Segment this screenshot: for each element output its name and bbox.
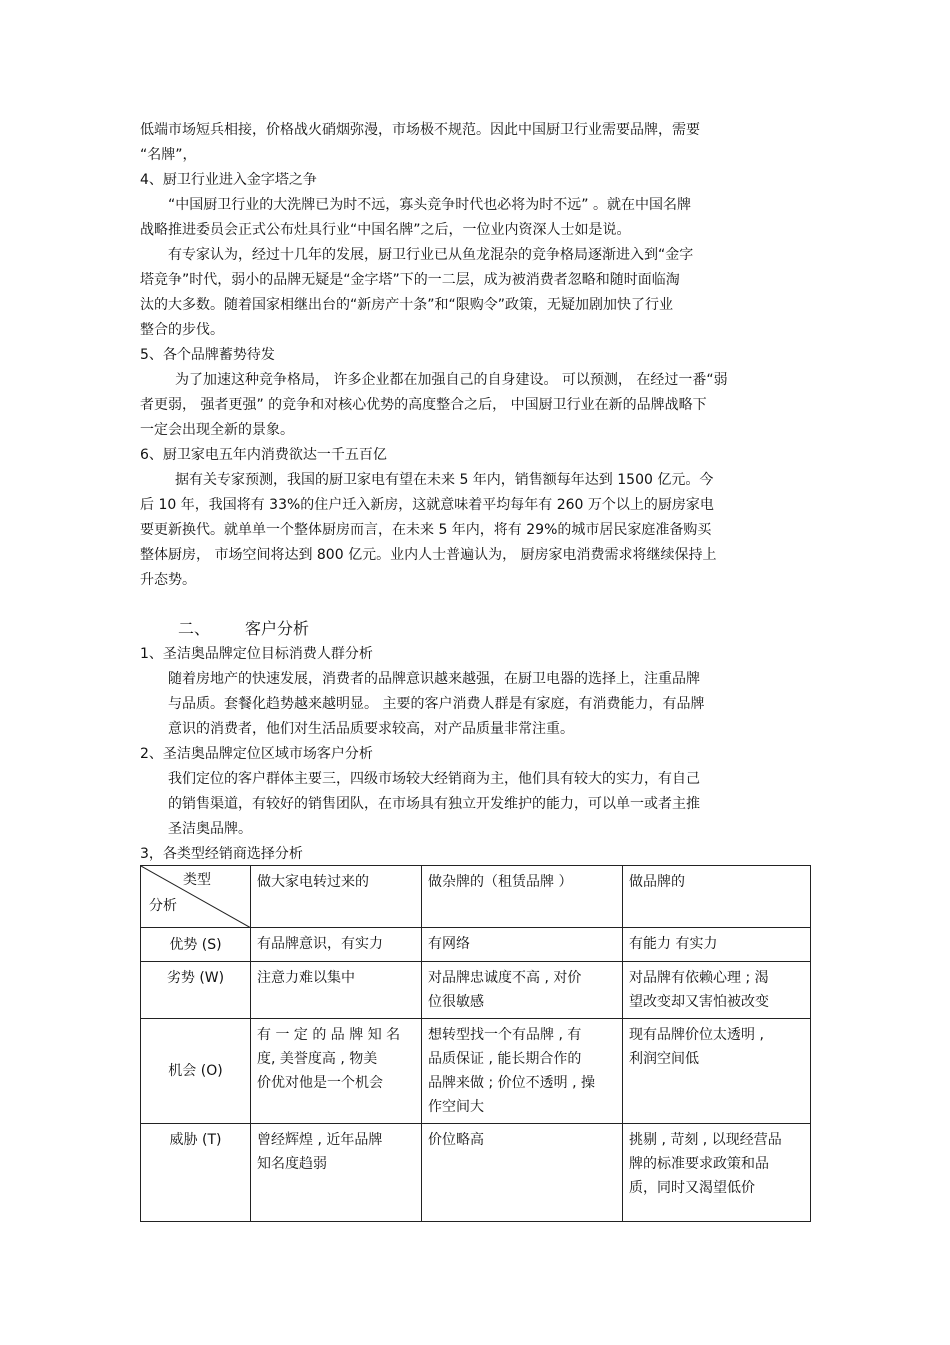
dealer-analysis-table — [140, 865, 811, 1222]
table-row — [141, 962, 811, 1019]
paragraph-line: 一定会出现全新的景象。 — [140, 422, 294, 438]
paragraph-line: 整体厨房， 市场空间将达到 800 亿元。业内人士普遍认为， 厨房家电消费需求将继续保持上 — [140, 547, 717, 563]
cell-line: 对品牌忠诚度不高 , 对价 — [428, 970, 582, 986]
paragraph-line: 与品质。套餐化趋势越来越明显。 主要的客户消费人群是有家庭，有消费能力，有品牌 — [168, 696, 705, 712]
paragraph-line: 意识的消费者，他们对生活品质要求较高，对产品质量非常注重。 — [168, 721, 574, 737]
table-row — [141, 1124, 811, 1222]
paragraph-line: 有专家认为，经过十几年的发展，厨卫行业已从鱼龙混杂的竞争格局逐渐进入到“金字 — [168, 247, 694, 263]
paragraph-line: 整合的步伐。 — [140, 322, 224, 338]
table-cell — [623, 1019, 811, 1124]
cell-line: 价位略高 — [428, 1132, 484, 1148]
subsection-heading: 2、圣洁奥品牌定位区域市场客户分析 — [140, 746, 373, 762]
section-title: 客户分析 — [245, 619, 310, 638]
table-header-row — [141, 866, 811, 928]
cell-line: 位很敏感 — [428, 994, 484, 1010]
paragraph-line: 的销售渠道，有较好的销售团队，在市场具有独立开发维护的能力，可以单一或者主推 — [168, 796, 700, 812]
paragraph-line: 汰的大多数。随着国家相继出台的“新房产十条”和“限购令”政策，无疑加剧加快了行业 — [140, 297, 674, 313]
paragraph-line: 据有关专家预测，我国的厨卫家电有望在未来 5 年内，销售额每年达到 1500 亿元。今 — [175, 472, 714, 488]
table-cell — [623, 1124, 811, 1222]
cell-line: 质，同时又渴望低价 — [629, 1180, 755, 1196]
cell-line: 品牌来做 ; 价位不透明 , 操 — [428, 1075, 595, 1091]
cell-line: 有品牌意识，有实力 — [257, 936, 383, 952]
paragraph-line: “名牌”， — [140, 147, 197, 163]
corner-label-type: 类型 — [183, 872, 211, 888]
corner-label-analysis: 分析 — [149, 898, 177, 914]
row-header-threats: 威胁 (T) — [141, 1124, 251, 1222]
heading-4: 4、厨卫行业进入金字塔之争 — [140, 172, 317, 188]
table-cell — [251, 962, 422, 1019]
cell-line: 望改变却又害怕被改变 — [629, 994, 769, 1010]
cell-line: 有 一 定 的 品 牌 知 名 — [257, 1027, 401, 1043]
heading-5: 5、各个品牌蓄势待发 — [140, 347, 275, 363]
heading-6: 6、厨卫家电五年内消费欲达一千五百亿 — [140, 447, 387, 463]
paragraph-line: 低端市场短兵相接，价格战火硝烟弥漫，市场极不规范。因此中国厨卫行业需要品牌，需要 — [140, 122, 700, 138]
cell-line: 牌的标准要求政策和品 — [629, 1156, 769, 1172]
table-row — [141, 1019, 811, 1124]
cell-line: 挑剔 , 苛刻 , 以现经营品 — [629, 1132, 782, 1148]
paragraph-line: 者更弱， 强者更强” 的竞争和对核心优势的高度整合之后， 中国厨卫行业在新的品牌战略下 — [140, 397, 707, 413]
section-number: 二、 — [178, 619, 211, 638]
table-row — [141, 928, 811, 962]
paragraph-line: 我们定位的客户群体主要三，四级市场较大经销商为主，他们具有较大的实力，有自己 — [168, 771, 700, 787]
cell-line: 作空间大 — [428, 1099, 484, 1115]
table-cell — [422, 1124, 623, 1222]
paragraph-line: 后 10 年，我国将有 33%的住户迁入新房，这就意味着平均每年有 260 万个以上的厨房家电 — [140, 497, 714, 513]
row-header-strengths: 优势 (S) — [141, 928, 251, 962]
cell-line: 度, 美誉度高 , 物美 — [257, 1051, 378, 1067]
table-cell — [251, 1019, 422, 1124]
table-cell — [623, 962, 811, 1019]
row-header-opportunities: 机会 (O) — [141, 1019, 251, 1124]
cell-line: 有网络 — [428, 936, 470, 952]
cell-line: 现有品牌价位太透明 , — [629, 1027, 764, 1043]
paragraph-line: “中国厨卫行业的大洗牌已为时不远，寡头竞争时代也必将为时不远” 。就在中国名牌 — [168, 197, 691, 213]
cell-line: 价优对他是一个机会 — [257, 1075, 383, 1091]
cell-line: 曾经辉煌 , 近年品牌 — [257, 1132, 383, 1148]
table-corner-cell — [141, 866, 251, 928]
table-cell — [251, 928, 422, 962]
cell-line: 利润空间低 — [629, 1051, 699, 1067]
subsection-heading: 1、圣洁奥品牌定位目标消费人群分析 — [140, 646, 373, 662]
column-header: 做品牌的 — [623, 866, 811, 928]
cell-line: 品质保证 , 能长期合作的 — [428, 1051, 582, 1067]
cell-line: 有能力 有实力 — [629, 936, 718, 952]
subsection-heading: 3，各类型经销商选择分析 — [140, 846, 303, 862]
cell-line: 知名度趋弱 — [257, 1156, 327, 1172]
table-cell — [623, 928, 811, 962]
paragraph-line: 塔竞争”时代，弱小的品牌无疑是“金字塔”下的一二层，成为被消费者忽略和随时面临淘 — [140, 272, 680, 288]
paragraph-line: 要更新换代。就单单一个整体厨房而言，在未来 5 年内，将有 29%的城市居民家庭准备购买 — [140, 522, 712, 538]
column-header: 做杂牌的（租赁品牌 ） — [422, 866, 623, 928]
row-header-weaknesses: 劣势 (W) — [141, 962, 251, 1019]
paragraph-line: 为了加速这种竞争格局， 许多企业都在加强自己的自身建设。 可以预测， 在经过一番“弱 — [175, 372, 728, 388]
table-cell — [422, 1019, 623, 1124]
paragraph-line: 战略推进委员会正式公布灶具行业“中国名牌”之后，一位业内资深人士如是说。 — [140, 222, 631, 238]
paragraph-line: 升态势。 — [140, 572, 196, 588]
column-header: 做大家电转过来的 — [251, 866, 422, 928]
cell-line: 想转型找一个有品牌 , 有 — [428, 1027, 582, 1043]
table-cell — [251, 1124, 422, 1222]
paragraph-line: 随着房地产的快速发展，消费者的品牌意识越来越强，在厨卫电器的选择上，注重品牌 — [168, 671, 700, 687]
table-cell — [422, 962, 623, 1019]
cell-line: 对品牌有依赖心理 ; 渴 — [629, 970, 769, 986]
table-cell — [422, 928, 623, 962]
cell-line: 注意力难以集中 — [257, 970, 355, 986]
paragraph-line: 圣洁奥品牌。 — [168, 821, 252, 837]
